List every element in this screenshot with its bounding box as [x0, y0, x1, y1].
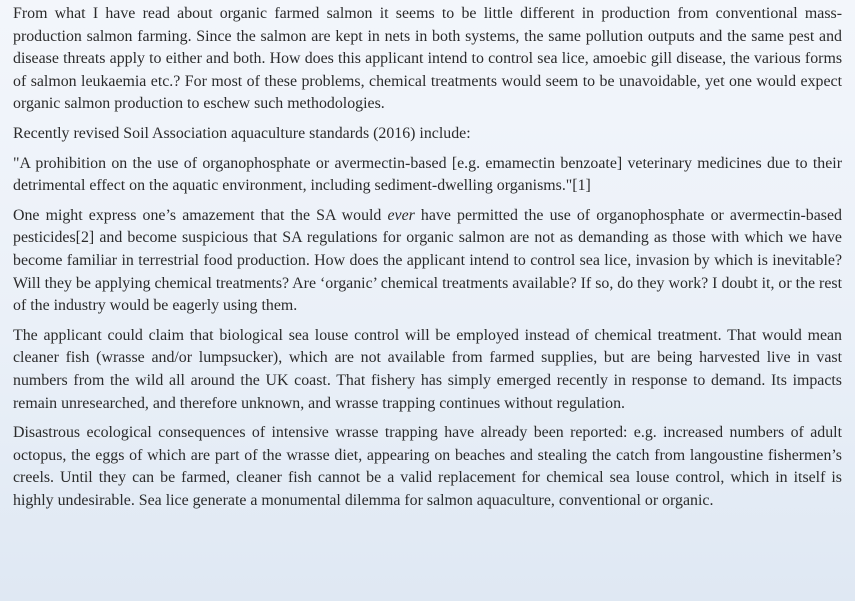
paragraph-text-segment: One might express one’s amazement that the SA would [13, 206, 388, 224]
paragraph-quoted-prohibition: "A prohibition on the use of organophosphate or avermectin-based [e.g. emamectin benzoate] veterinary medicines due to their detrimental effect on the aquatic environment, including sediment-dwelling organisms."[1] [13, 154, 842, 195]
paragraph-text-segment: have permitted the use of organophosphate or avermectin-based pesticides[2] and become suspicious that SA regulations for organic salmon are not as demanding as those with which we have become familiar in terrestrial food production. How does the applicant intend to control sea lice, invasion by which is inevitable? Will they be applying chemical treatments? Are ‘organic’ chemical treatments available? If so, do they work? I doubt it, or the rest of the industry would be eagerly using them. [13, 206, 842, 315]
paragraph-soil-association-standards: Recently revised Soil Association aquaculture standards (2016) include: [13, 124, 471, 142]
emphasized-word: ever [387, 206, 415, 224]
paragraph-organic-salmon-intro: From what I have read about organic farmed salmon it seems to be little different in production from conventional mass-production salmon farming. Since the salmon are kept in nets in both systems, the same pollution outputs and the same pest and disease threats apply to either and both. How does this applicant intend to control sea lice, amoebic gill disease, the various forms of salmon leukaemia etc.? For most of these problems, chemical treatments would seem to be unavoidable, yet one would expect organic salmon production to eschew such methodologies. [13, 5, 842, 113]
paragraph-sa-amazement [13, 205, 842, 318]
paragraph-biological-control: The applicant could claim that biological sea louse control will be employed instead of chemical treatment. That would mean cleaner fish (wrasse and/or lumpsucker), which are not available from farmed supplies, but are being harvested live in vast numbers from the wild all around the UK coast. That fishery has simply emerged recently in response to demand. Its impacts remain unresearched, and therefore unknown, and wrasse trapping continues without regulation. [13, 326, 842, 412]
paragraph-ecological-consequences: Disastrous ecological consequences of intensive wrasse trapping have already been reported: e.g. increased numbers of adult octopus, the eggs of which are part of the wrasse diet, appearing on beaches and stealing the catch from langoustine fishermen’s creels. Until they can be farmed, cleaner fish cannot be a valid replacement for chemical sea louse control, which in itself is highly undesirable. Sea lice generate a monumental dilemma for salmon aquaculture, conventional or organic. [13, 424, 842, 509]
